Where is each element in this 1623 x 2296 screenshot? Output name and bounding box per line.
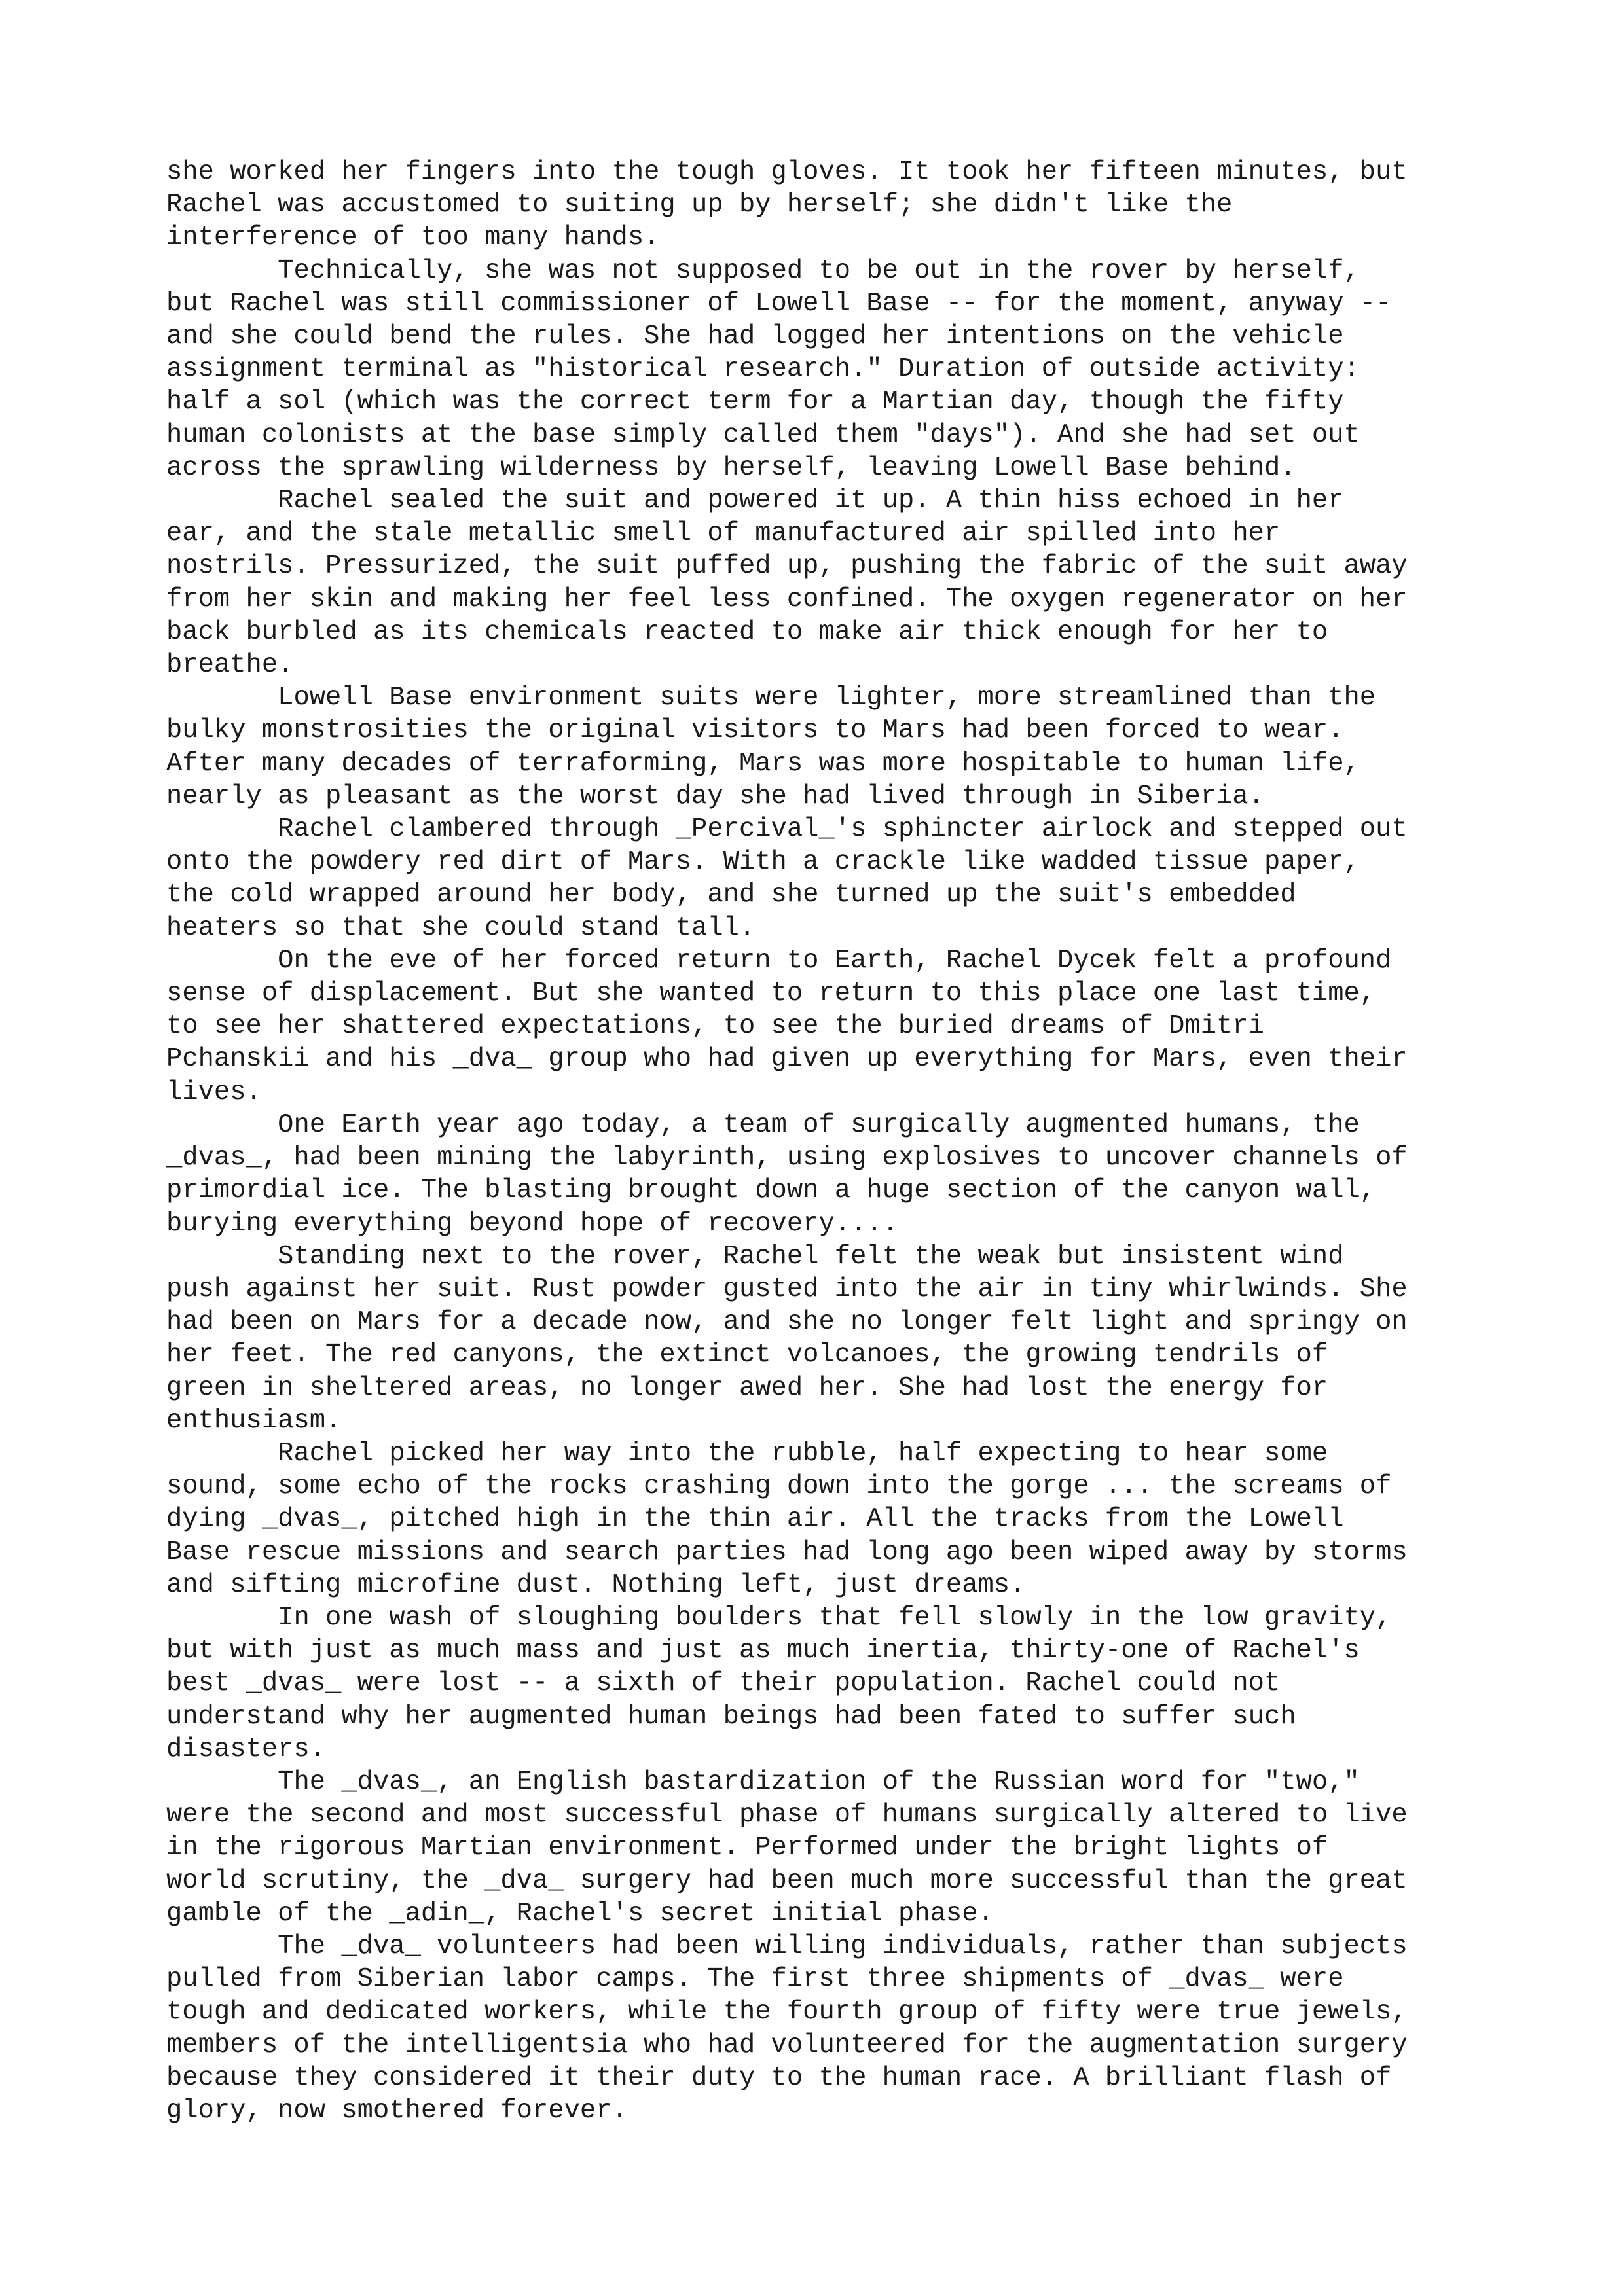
paragraph: Rachel picked her way into the rubble, half expecting to hear some sound, some echo of the rocks crashing down into the gorge ... the screams of dying _dvas_, pitched high in the thin air. All the tracks from the Lowell Base rescue missions and search parties had long ago been wiped away by storms and sifting microfine dust. Nothing left, just dreams. [166,1438,1408,1600]
paragraph: Lowell Base environment suits were lighter, more streamlined than the bulky monstrosities the original visitors to Mars had been forced to wear. After many decades of terraforming, Mars was more hospitable to human life, nearly as pleasant as the worst day she had lived through in Siberia. [166,683,1376,812]
paragraph: Rachel clambered through _Percival_'s sphincter airlock and stepped out onto the powdery red dirt of Mars. With a crackle like wadded tissue paper, the cold wrapped around her body, and she turned up the suit's embedded heaters so that she could stand tall. [166,814,1408,943]
paragraph: The _dvas_, an English bastardization of the Russian word for "two," were the second and most successful phase of humans surgically altered to live in the rigorous Martian environment. Performed under the bright lights of world scrutiny, the _dva_ surgery had been much more successful than the great gamble of the _adin_, Rachel's secret initial phase. [166,1767,1408,1929]
paragraph: she worked her fingers into the tough gloves. It took her fifteen minutes, but Rachel was accustomed to suiting up by herself; she didn't like the interference of too many hands. [166,157,1408,253]
paragraph: On the eve of her forced return to Earth, Rachel Dycek felt a profound sense of displacement. But she wanted to return to this place one last time, to see her shattered expectations, to see the buried dreams of Dmitri Pchanskii and his _dva_ group who had given up everything for Mars, even their lives. [166,945,1408,1107]
paragraph: Rachel sealed the suit and powered it up. A thin hiss echoed in her ear, and the stale metallic smell of manufactured air spilled into her nostrils. Pressurized, the suit puffed up, pushing the fabric of the suit away from her skin and making her feel less confined. The oxygen regenerator on her back burbled as its chemicals reacted to make air thick enough for her to breathe. [166,486,1408,681]
body-text [166,156,1476,2127]
paragraph: One Earth year ago today, a team of surgically augmented humans, the _dvas_, had been mining the labyrinth, using explosives to uncover channels of primordial ice. The blasting brought down a huge section of the canyon wall, burying everything beyond hope of recovery.... [166,1109,1408,1239]
paragraph: Technically, she was not supposed to be out in the rover by herself, but Rachel was still commissioner of Lowell Base -- for the moment, anyway -- and she could bend the rules. She had logged her intentions on the vehicle assignment terminal as "historical research." Duration of outside activity: half a sol (which was the correct term for a Martian day, though the fifty human colonists at the base simply called them "days"). And she had set out across the sprawling wilderness by herself, leaving Lowell Base behind. [166,255,1392,483]
paragraph: In one wash of sloughing boulders that fell slowly in the low gravity, but with just as much mass and just as much inertia, thirty-one of Rachel's best _dvas_ were lost -- a sixth of their population. Rachel could not understand why her augmented human beings had been fated to suffer such disasters. [166,1602,1392,1765]
paragraph: Standing next to the rover, Rachel felt the weak but insistent wind push against her suit. Rust powder gusted into the air in tiny whirlwinds. She had been on Mars for a decade now, and she no longer felt light and springy on her feet. The red canyons, the extinct volcanoes, the growing tendrils of green in sheltered areas, no longer awed her. She had lost the energy for enthusiasm. [166,1241,1408,1436]
paragraph: The _dva_ volunteers had been willing individuals, rather than subjects pulled from Siberian labor camps. The first three shipments of _dvas_ were tough and dedicated workers, while the fourth group of fifty were true jewels, members of the intelligentsia who had volunteered for the augmentation surgery because they considered it their duty to the human race. A brilliant flash of glory, now smothered forever. [166,1931,1408,2126]
